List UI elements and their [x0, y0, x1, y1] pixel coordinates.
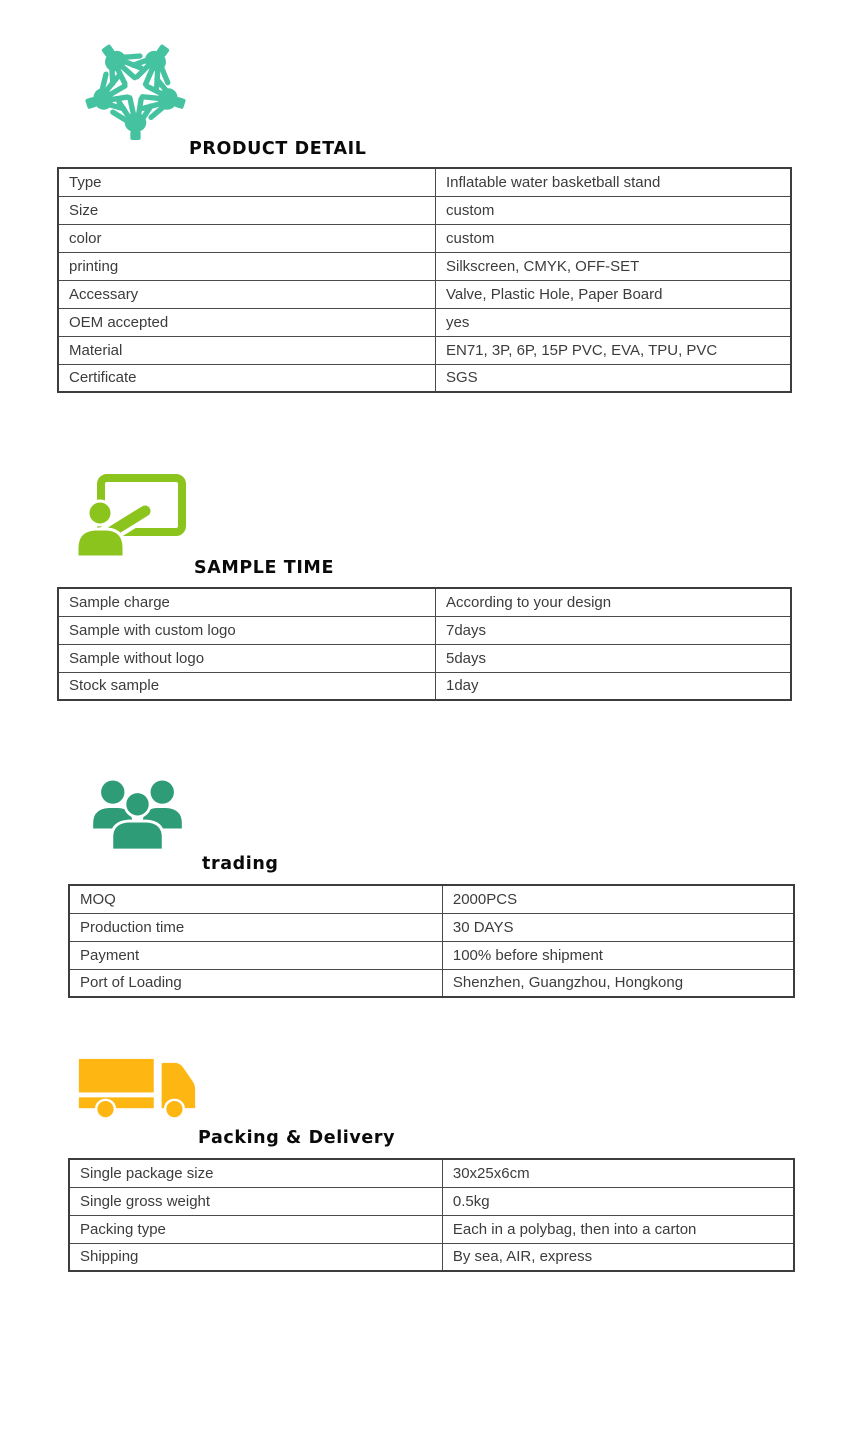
row-label: Single package size: [69, 1159, 442, 1187]
table-row: [58, 644, 791, 672]
row-label: Material: [58, 336, 435, 364]
table-row: [58, 196, 791, 224]
row-label: Port of Loading: [69, 969, 442, 997]
table-row: [69, 885, 794, 913]
row-label: Accessary: [58, 280, 435, 308]
table-row: [69, 1215, 794, 1243]
row-label: Packing type: [69, 1215, 442, 1243]
row-value: 30 DAYS: [442, 913, 794, 941]
section-heading: PRODUCT DETAIL: [189, 139, 367, 159]
row-label: Payment: [69, 941, 442, 969]
section-heading: SAMPLE TIME: [194, 558, 335, 578]
row-value: Inflatable water basketball stand: [435, 168, 791, 196]
table-row: [58, 224, 791, 252]
row-label: Sample without logo: [58, 644, 435, 672]
table-row: [58, 336, 791, 364]
row-value: By sea, AIR, express: [442, 1243, 794, 1271]
table-row: [58, 308, 791, 336]
row-value: According to your design: [435, 588, 791, 616]
row-value: Silkscreen, CMYK, OFF-SET: [435, 252, 791, 280]
row-label: Stock sample: [58, 672, 435, 700]
trading-table: [68, 884, 795, 998]
row-label: Certificate: [58, 364, 435, 392]
row-value: Each in a polybag, then into a carton: [442, 1215, 794, 1243]
delivery-truck-icon: [78, 1054, 196, 1120]
table-row: [69, 1187, 794, 1215]
table-row: [69, 969, 794, 997]
table-row: [58, 588, 791, 616]
row-value: EN71, 3P, 6P, 15P PVC, EVA, TPU, PVC: [435, 336, 791, 364]
section-heading: trading: [202, 854, 279, 874]
row-value: 5days: [435, 644, 791, 672]
people-group-icon: [85, 780, 190, 850]
row-label: Production time: [69, 913, 442, 941]
row-value: 7days: [435, 616, 791, 644]
row-value: 30x25x6cm: [442, 1159, 794, 1187]
row-label: Single gross weight: [69, 1187, 442, 1215]
row-value: 100% before shipment: [442, 941, 794, 969]
table-row: [69, 1159, 794, 1187]
row-value: custom: [435, 224, 791, 252]
table-row: [58, 280, 791, 308]
sample-time-table: [57, 587, 792, 701]
table-row: [69, 941, 794, 969]
table-row: [58, 364, 791, 392]
row-label: MOQ: [69, 885, 442, 913]
row-value: Valve, Plastic Hole, Paper Board: [435, 280, 791, 308]
table-row: [58, 672, 791, 700]
table-row: [58, 168, 791, 196]
table-row: [69, 1243, 794, 1271]
row-value: custom: [435, 196, 791, 224]
row-label: Size: [58, 196, 435, 224]
row-label: Sample with custom logo: [58, 616, 435, 644]
row-value: 2000PCS: [442, 885, 794, 913]
section-heading: Packing & Delivery: [198, 1128, 396, 1148]
row-label: OEM accepted: [58, 308, 435, 336]
row-value: 0.5kg: [442, 1187, 794, 1215]
table-row: [58, 616, 791, 644]
product-detail-table: [57, 167, 792, 393]
row-value: 1day: [435, 672, 791, 700]
table-row: [69, 913, 794, 941]
row-label: Type: [58, 168, 435, 196]
row-label: printing: [58, 252, 435, 280]
row-label: Sample charge: [58, 588, 435, 616]
teamwork-hands-icon: [84, 37, 187, 140]
table-row: [58, 252, 791, 280]
row-label: color: [58, 224, 435, 252]
presentation-board-icon: [74, 474, 186, 557]
row-value: yes: [435, 308, 791, 336]
row-value: Shenzhen, Guangzhou, Hongkong: [442, 969, 794, 997]
row-label: Shipping: [69, 1243, 442, 1271]
row-value: SGS: [435, 364, 791, 392]
packing-delivery-table: [68, 1158, 795, 1272]
